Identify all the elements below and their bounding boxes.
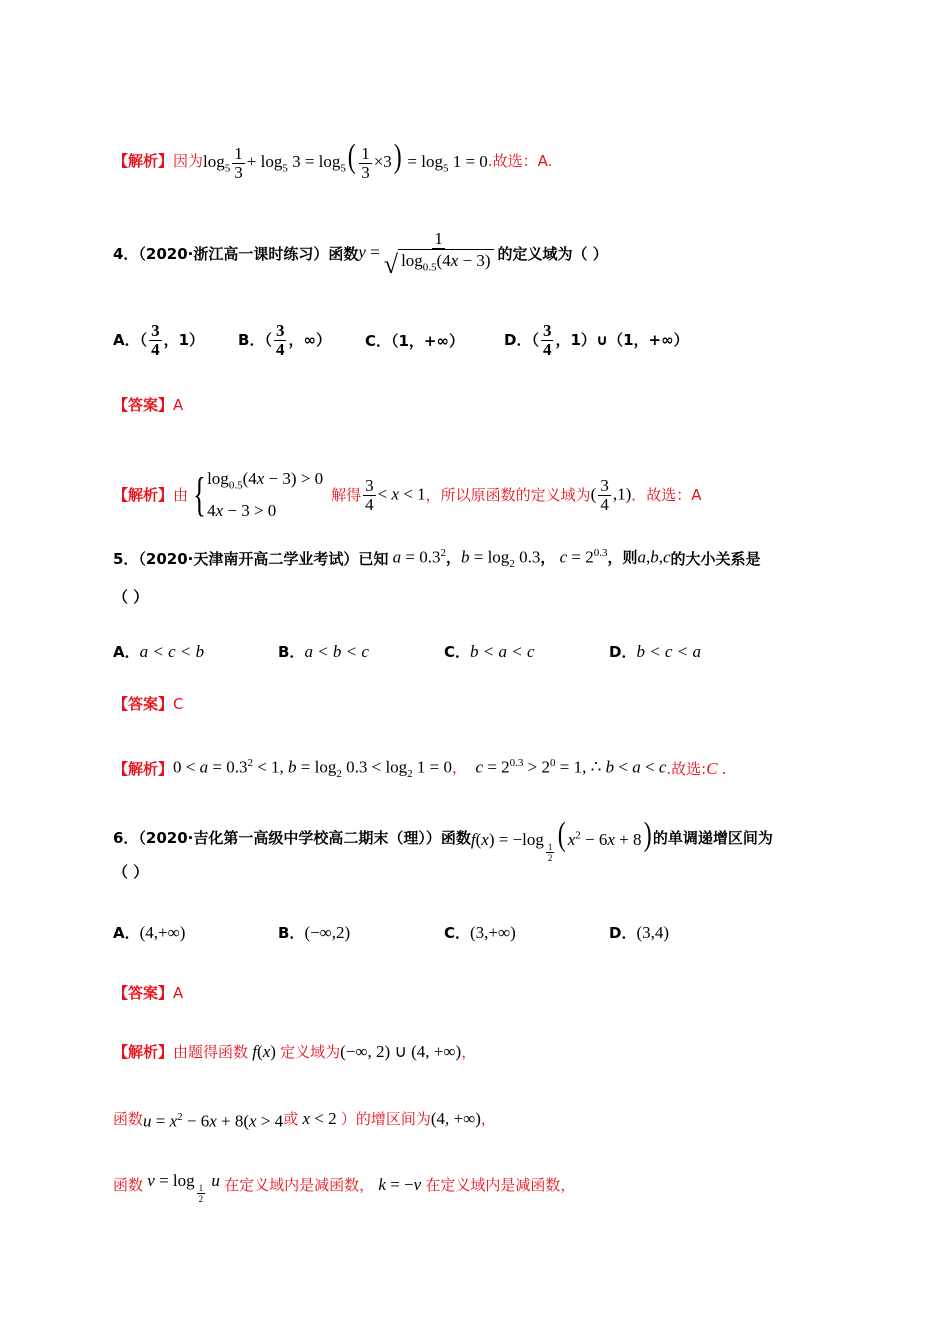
q6-option-a: A．(4,+∞)	[113, 923, 186, 942]
solution-domain: ( $\frac{3}{4}$ ,1)	[590, 475, 632, 514]
q4-stem-end: 的定义域为（ ）	[497, 244, 608, 263]
q6-solution-line3: 函数 v = log $_{\frac{1}{2}}$ u 在定义域内是减函数， k = −v 在定义域内是减函数，	[113, 1171, 576, 1205]
q6-option-b: B．(−∞,2)	[278, 923, 351, 942]
q5-solution	[113, 753, 890, 784]
q4-option-d: D．（ $\frac{3}{4}$ ，1）∪（1，+∞）	[504, 321, 689, 359]
answer-value: A	[173, 984, 184, 1002]
q6-paren: （ ）	[113, 863, 149, 881]
q6-option-d: D．(3,4)	[609, 923, 670, 942]
q6-option-c: C．(3,+∞)	[444, 923, 516, 942]
solution-range: $\frac{3}{4}$ < x < 1	[365, 475, 426, 514]
solution-tag: 【解析】	[113, 759, 174, 778]
q5-option-a: A．a < c < b	[113, 642, 205, 661]
solution-mid: 定义域为	[280, 1043, 341, 1061]
solution-choice: C .	[706, 758, 727, 778]
q4-option-c: C．（1，+∞）	[364, 331, 464, 350]
q5-solution-formula: $0 < a = 0.3^2 < 1$, $b = \log_2 0.3 < \log_2 1 = 0$， $c = 2^{0.3} > 2^0 = 1$, ∴ b < a < c	[173, 757, 667, 781]
q6-function: f(x) = −log $_{\frac{1}{2}}$ $(x^2 - 6x + 8)$	[470, 816, 652, 864]
solution-mid: 在定义域内是减函数，	[224, 1175, 375, 1194]
solution-mid: 解得	[331, 486, 362, 505]
solution-lead: 因为	[173, 151, 204, 170]
solution-lead: 函数	[113, 1175, 144, 1194]
q6-solution-line1: 【解析】 由题得函数 f(x) 定义域为 (−∞, 2) ∪ (4, +∞) ，	[113, 1042, 477, 1061]
q5-given: $a = 0.3^2$，$b = \log_2 0.3$， $c = 2^{0.3}$，则a,b,c	[392, 547, 671, 571]
q6-answer	[113, 983, 890, 1003]
solution-tail: 在定义域内是减函数，	[425, 1175, 576, 1194]
q6-stem-end: 的单调递增区间为	[652, 828, 773, 847]
q3-solution-formula: $\log_5$ $\frac{1}{3}$ + $\log_5 3 = \log_5$( $\frac{1}{3}$ $\times 3) = \log_5 1 = 0$	[203, 138, 488, 182]
q4-stem-text: 4．（2020·浙江高一课时练习）函数	[113, 244, 359, 263]
q4-function: y = 1 √ $\log_{0.5}(4x - 3)$	[358, 230, 497, 277]
solution-lead: 由题得函数	[173, 1043, 249, 1061]
q5-option-d: D．b < c < a	[609, 642, 701, 661]
solution-lead: 由	[173, 486, 189, 505]
answer-tag: 【答案】	[113, 396, 174, 414]
q5-option-b: B．a < b < c	[278, 642, 369, 661]
q3-solution	[113, 140, 890, 182]
answer-tag: 【答案】	[113, 695, 174, 713]
q5-answer	[113, 694, 890, 714]
solution-mid: 或	[283, 1110, 299, 1129]
answer-value: A	[173, 396, 184, 414]
inequality-system: $\log_{0.5}(4x - 3) > 0$ 4x − 3 > 0	[207, 469, 324, 521]
q4-option-b: B．（ $\frac{3}{4}$ ，∞）	[238, 321, 331, 359]
left-brace: {	[193, 468, 206, 522]
solution-mid2: ，所以原函数的定义域为	[425, 486, 591, 505]
q6-stem-text: 6．（2020·吉化第一高级中学校高二期末（理））函数	[113, 828, 471, 847]
q4-options	[113, 322, 890, 359]
q4-answer	[113, 395, 890, 415]
answer-value: C	[173, 695, 184, 713]
q4-solution	[113, 466, 890, 524]
q5-stem-end: 的大小关系是	[670, 549, 761, 568]
solution-tag: 【解析】	[113, 1043, 174, 1061]
q6-solution-line2: 函数 $u = x^2 - 6x + 8(x > 4$ 或 x < 2 ）的增区间为 (4, +∞) ，	[113, 1109, 496, 1131]
q5-stem-text: 5．（2020·天津南开高二学业考试）已知	[113, 549, 389, 568]
q4-stem	[113, 229, 890, 280]
solution-tail: .故选：A.	[487, 151, 553, 170]
q4-option-a: A．（ $\frac{3}{4}$ ，1）	[113, 321, 205, 359]
answer-tag: 【答案】	[113, 984, 174, 1002]
solution-lead: 函数	[113, 1110, 144, 1129]
q5-paren: （ ）	[113, 588, 149, 606]
solution-tail: .故选:	[666, 759, 707, 778]
q5-option-c: C．b < a < c	[444, 642, 535, 661]
solution-mid2: ）的增区间为	[340, 1110, 431, 1129]
q6-stem	[113, 816, 890, 864]
solution-tail: ．故选：A	[631, 486, 702, 505]
q5-stem	[113, 543, 890, 574]
solution-tag: 【解析】	[113, 486, 174, 505]
solution-tag: 【解析】	[113, 151, 174, 170]
